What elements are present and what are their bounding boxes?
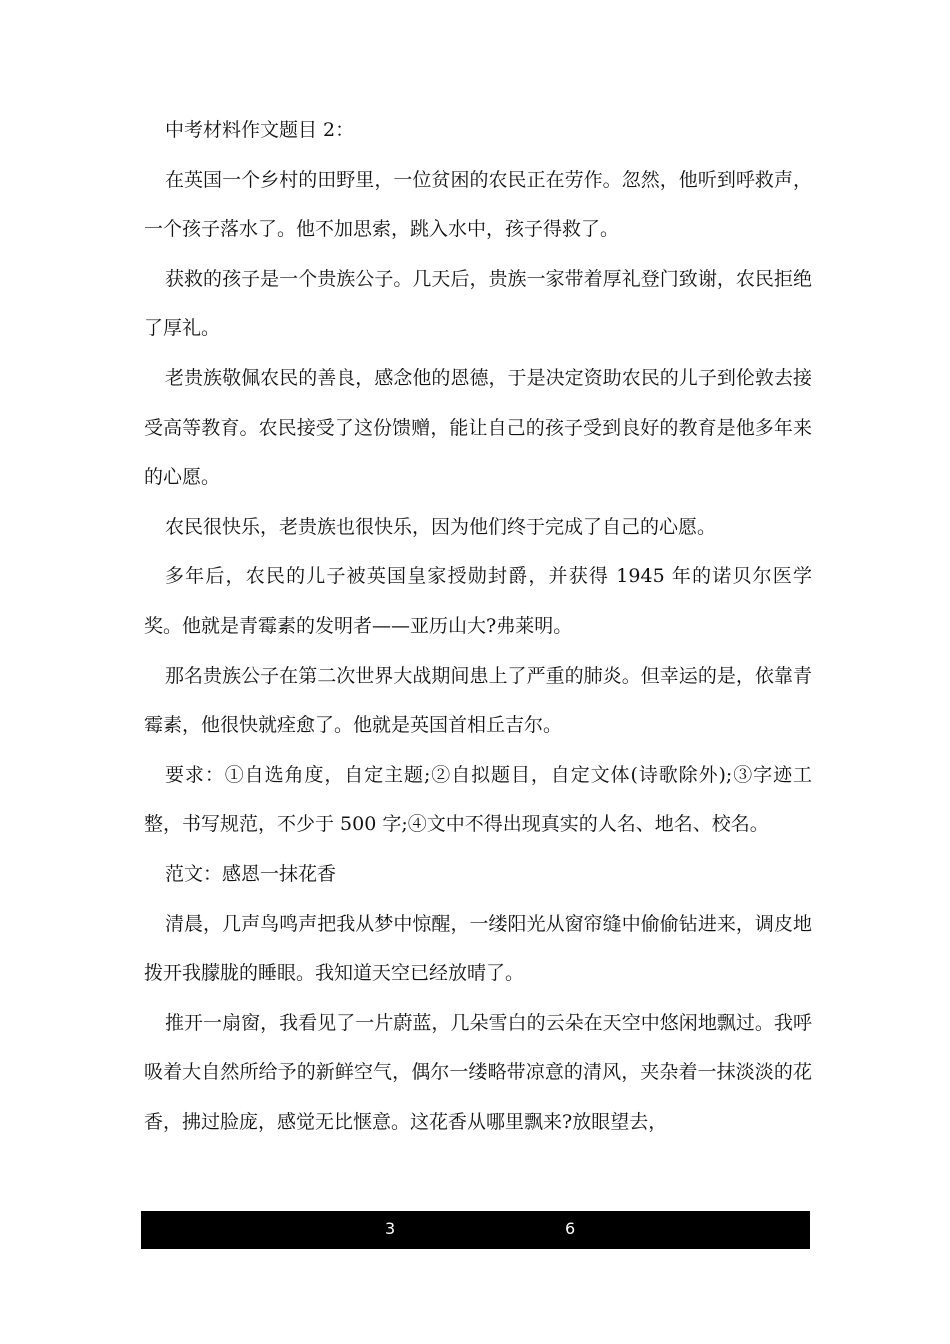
sample-essay-title: 范文：感恩一抹花香 — [165, 862, 337, 885]
requirements-paragraph: 要求：①自选角度，自定主题;②自拟题目，自定文体(诗歌除外);③字迹工整，书写规范，不少于 500 字;④文中不得出现真实的人名、地名、校名。 — [144, 763, 812, 836]
essay-prompt-title: 中考材料作文题目 2： — [165, 119, 355, 141]
story-paragraph-3: 老贵族敬佩农民的善良，感念他的恩德，于是决定资助农民的儿子到伦敦去接受高等教育。农民接受了这份馈赠，能让自己的孩子受到良好的教育是他多年来的心愿。 — [144, 366, 812, 489]
page-number-current: 3 — [385, 1219, 396, 1238]
sample-essay-paragraph-2: 推开一扇窗，我看见了一片蔚蓝，几朵雪白的云朵在天空中悠闲地飘过。我呼吸着大自然所给予的新鲜空气，偶尔一缕略带凉意的清风，夹杂着一抹淡淡的花香，拂过脸庞，感觉无比惬意。这花香从哪里飘来?放眼望去， — [144, 1011, 812, 1133]
story-paragraph-1: 在英国一个乡村的田野里，一位贫困的农民正在劳作。忽然，他听到呼救声，一个孩子落水了。他不加思索，跳入水中，孩子得救了。 — [144, 168, 812, 241]
story-paragraph-6: 那名贵族公子在第二次世界大战期间患上了严重的肺炎。但幸运的是，依靠青霉素，他很快就痊愈了。他就是英国首相丘吉尔。 — [144, 664, 812, 737]
page-number-total: 6 — [565, 1219, 576, 1238]
story-paragraph-5: 多年后，农民的儿子被英国皇家授勋封爵，并获得 1945 年的诺贝尔医学奖。他就是青霉素的发明者——亚历山大?弗莱明。 — [144, 565, 812, 637]
story-paragraph-2: 获救的孩子是一个贵族公子。几天后，贵族一家带着厚礼登门致谢，农民拒绝了厚礼。 — [144, 267, 812, 340]
page-footer-bar — [141, 1211, 810, 1249]
document-body — [144, 106, 812, 1147]
story-paragraph-4: 农民很快乐，老贵族也很快乐，因为他们终于完成了自己的心愿。 — [165, 515, 717, 538]
sample-essay-paragraph-1: 清晨，几声鸟鸣声把我从梦中惊醒，一缕阳光从窗帘缝中偷偷钻进来，调皮地拨开我朦胧的睡眼。我知道天空已经放晴了。 — [144, 912, 812, 985]
